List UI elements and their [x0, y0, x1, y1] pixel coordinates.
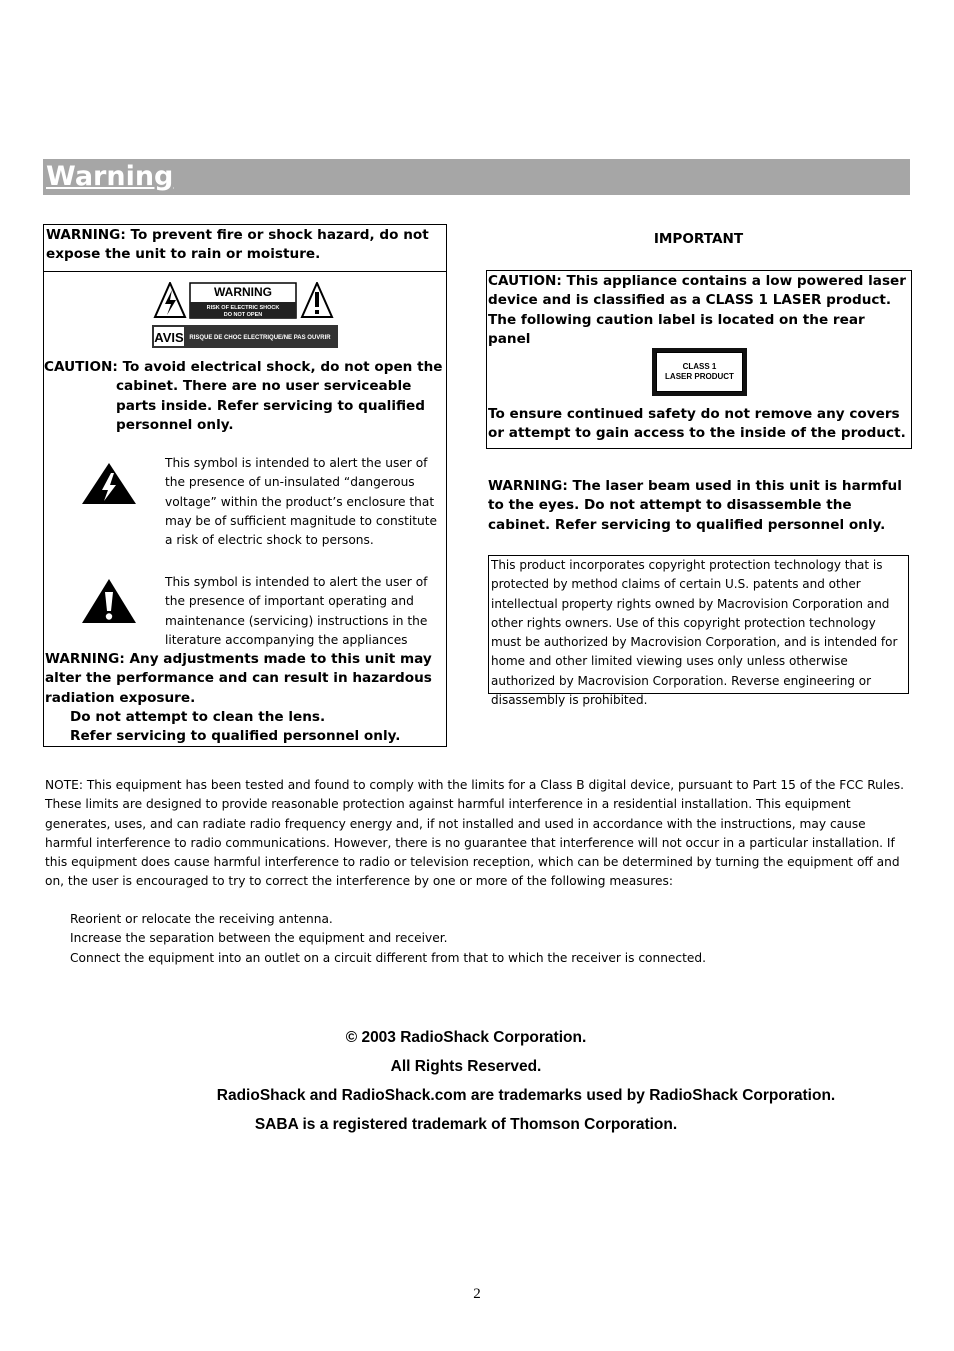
svg-text:DO NOT OPEN: DO NOT OPEN	[223, 312, 263, 318]
svg-text:AVIS: AVIS	[154, 330, 184, 345]
laser-beam-warning: WARNING: The laser beam used in this unit is harmful to the eyes. Do not attempt to disassemble the cabinet. Refer servicing to qualified personnel only.	[488, 478, 902, 533]
symbol1-description: This symbol is intended to alert the user of the presence of un-insulated “dangerous voltage” within the product’s enclosure that may be of sufficient magnitude to constitute a risk of electric shock to persons.	[165, 456, 438, 548]
caution-paragraph	[44, 358, 444, 435]
label-line2: LASER PRODUCT	[665, 372, 734, 381]
adjustment-warning	[45, 650, 443, 746]
laser-caution-box	[486, 270, 912, 449]
trademark-line2: SABA is a registered trademark of Thomson Corporation.	[254, 1116, 678, 1133]
clean-lens-text: Do not attempt to clean the lens.	[70, 708, 326, 725]
copyright-line: © 2003 RadioShack Corporation.	[345, 1029, 587, 1046]
measures-list	[70, 910, 910, 968]
list-item: Increase the separation between the equipment and receiver.	[70, 931, 448, 946]
important-heading: IMPORTANT	[653, 231, 744, 247]
macrovision-notice	[488, 555, 909, 708]
caution-line1: To avoid electrical shock, do not open the	[122, 359, 443, 375]
page-number: 2	[473, 1286, 481, 1302]
copyright-block	[0, 1023, 954, 1139]
class1-laser-label	[652, 348, 747, 396]
list-item: Reorient or relocate the receiving antenna.	[70, 912, 333, 926]
left-warning-box	[43, 224, 447, 747]
shock-warning-label	[152, 282, 338, 348]
section-header-bar	[43, 159, 910, 195]
symbol2-description: This symbol is intended to alert the user of the presence of important operating and maintenance (servicing) instructions in the literature accompanying the appliances	[165, 575, 428, 647]
svg-text:RISQUE DE CHOC ELECTRIQUE/NE P: RISQUE DE CHOC ELECTRIQUE/NE PAS OUVRIR	[189, 335, 331, 341]
caution-rest: cabinet. There are no user serviceable parts inside. Refer servicing to qualified personnel only.	[116, 378, 426, 433]
rights-line: All Rights Reserved.	[390, 1058, 542, 1075]
exclamation-warning-icon	[81, 579, 137, 624]
laser-caution-text: CAUTION: This appliance contains a low powered laser device and is classified as a CLASS 1 LASER product. The following caution label is located on the rear panel	[488, 273, 906, 347]
lightning-warning-icon	[81, 463, 137, 505]
refer-servicing-text: Refer servicing to qualified personnel only.	[70, 728, 401, 745]
svg-text:WARNING: WARNING	[214, 285, 272, 299]
top-warning-text: WARNING: To prevent fire or shock hazard, do not expose the unit to rain or moisture.	[46, 227, 429, 263]
list-item: Connect the equipment into an outlet on a circuit different from that to which the receiver is connected.	[70, 950, 707, 965]
shock-warning-label-graphic	[152, 282, 338, 348]
svg-text:RISK OF ELECTRIC SHOCK: RISK OF ELECTRIC SHOCK	[206, 305, 280, 311]
section-title: Warning	[46, 161, 174, 192]
caution-lead: CAUTION:	[44, 359, 118, 375]
adjustment-warning-text: WARNING: Any adjustments made to this unit may alter the performance and can result in hazardous radiation exposure.	[45, 651, 432, 706]
macrovision-text: This product incorporates copyright protection technology that is protected by method claims of certain U.S. patents and other intellectual property rights owned by Macrovision Corporation and other rights owners. Use of this copyright protection technology must be authorized by Macrovision Corporation, and is intended for home and other limited viewing uses only unless otherwise authorized by Macrovision Corporation. Reverse engineering or disassembly is prohibited.	[491, 558, 898, 708]
divider	[44, 271, 446, 272]
safety-text: To ensure continued safety do not remove any covers or attempt to gain access to the inside of the product.	[488, 406, 906, 442]
label-line1: CLASS 1	[682, 362, 717, 371]
fcc-note: NOTE: This equipment has been tested and found to comply with the limits for a Class B digital device, pursuant to Part 15 of the FCC Rules. These limits are designed to provide reasonable protection against harmful interference in a residential installation. This equipment generates, uses, and can radiate radio frequency energy and, if not installed and used in accordance with the instructions, may cause harmful interference to radio communications. However, there is no guarantee that interference will not occur in a particular installation. If this equipment does cause harmful interference to radio or television reception, which can be determined by turning the equipment off and on, the user is encouraged to try to correct the interference by one or more of the following measures:	[45, 778, 904, 889]
trademark-line1: RadioShack and RadioShack.com are trademarks used by RadioShack Corporation.	[216, 1087, 836, 1104]
